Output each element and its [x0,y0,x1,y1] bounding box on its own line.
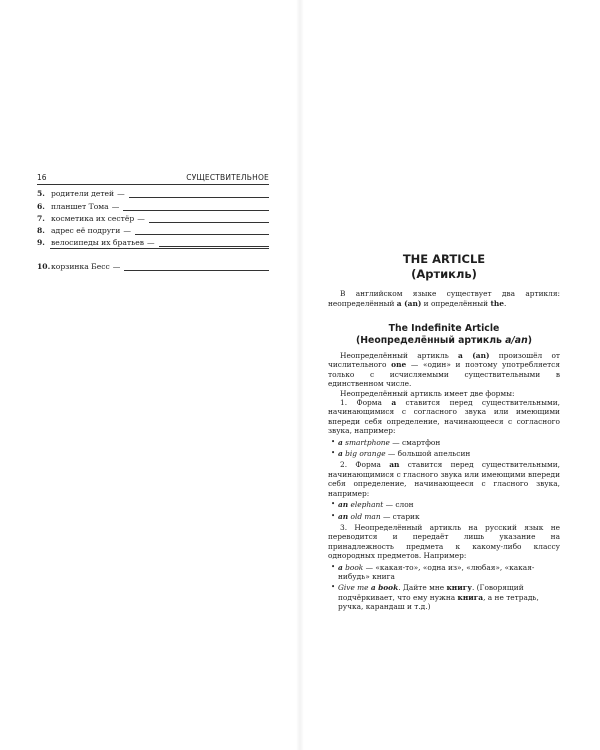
running-head [37,173,269,185]
italic-run: book [342,562,364,572]
exercise-item [37,211,269,223]
page-number: 16 [37,173,47,182]
article-body [328,351,560,614]
answer-line [159,239,269,247]
article-run: a [338,449,343,459]
body-paragraph: 3. Неопределённый артикль на русский язык не переводится и передаёт лишь указание на принадлежность предмета к какому-либо классу однородных предметов. Например: [328,522,560,561]
example-item [328,438,560,447]
exercise-number: 7. [37,213,45,223]
body-paragraph [328,398,560,436]
italic-run: a/an [505,335,528,346]
running-title: СУЩЕСТВИТЕЛЬНОЕ [186,173,269,182]
exercise-dash: — [137,213,145,223]
text-run: . Дайте мне [398,583,447,593]
exercise-phrase: косметика их сестёр [51,213,135,223]
bold-run: an [389,460,400,470]
bold-run: one [391,360,407,370]
italic-run: old man [348,511,381,521]
text-run: , а не тетрадь, ручка, карандаш и т.д.) [338,592,539,612]
italic-run: big orange [342,449,386,459]
exercise-dash: — [111,201,120,211]
answer-line [129,190,269,198]
bold-run: a [391,398,397,408]
bullet-icon: • [331,562,336,571]
section-heading [328,252,560,282]
translation-run: — смартфон [389,437,441,447]
bold-run: книга [457,592,484,602]
text-run: 1. Форма [340,398,392,408]
text-run: . [503,298,507,308]
subsection-heading-translation [328,335,560,347]
exercise-list [37,186,269,271]
exercise-item [37,235,269,247]
intro-paragraph [328,289,560,308]
text-run: Неопределённый артикль [340,351,458,360]
article-run: a [338,562,343,572]
exercise-number: 8. [37,226,45,236]
exercise-number: 6. [37,201,45,211]
body-paragraph [328,460,560,498]
bullet-icon: • [331,511,336,520]
exercise-item [37,186,269,198]
section-heading-translation: (Артикль) [411,267,477,281]
bullet-icon: • [331,583,336,592]
bold-run: книгу [446,583,472,593]
text-run: ставится перед существительными, начинающимися с гласного звука или имеющими впереди себя определение, начинающееся с гласного звука, например: [328,460,560,498]
exercise-phrase: родители детей [51,189,115,199]
exercise-dash: — [123,226,131,236]
exercise-phrase: планшет Тома [51,201,109,211]
body-paragraph [328,351,560,389]
example-item [328,583,560,611]
text-run: . (Говорящий подчёркивает, что ему нужна [338,583,524,602]
exercise-item [37,223,269,235]
exercise-phrase: корзинка Бесс [51,261,110,271]
text-run: — «один» и поэтому употребляется только с исчисляемыми существительными в единственном числе. [328,360,560,389]
translation-run: — слон [383,500,414,510]
exercise-number: 9. [37,238,45,248]
bold-run: the [490,298,504,308]
exercise-dash: — [117,189,125,199]
answer-line [124,263,269,271]
exercise-number: 10. [37,261,51,271]
section-heading-title: THE ARTICLE [402,252,486,266]
answer-line [135,227,269,235]
article-run: a [370,583,376,593]
article-run: a [338,437,343,447]
article-run: an [338,511,349,521]
answer-line [149,215,269,223]
exercise-phrase: адрес её подруги [51,226,121,236]
bullet-icon: • [331,437,336,446]
text-run: произошёл от числительного [328,351,560,370]
subsection-heading [328,323,560,347]
text-run: В английском языке существует два артикля: неопределённый [328,289,560,308]
text-run: ) [527,335,532,346]
text-run: 2. Форма [340,460,390,470]
answer-line [123,203,269,211]
italic-run: elephant [348,500,384,510]
answer-line-continuation [50,248,269,249]
bold-italic-run: book [378,583,399,593]
text-run: (Неопределённый артикль [356,335,506,346]
bullet-icon: • [331,500,336,509]
example-item [328,500,560,509]
body-paragraph: Неопределённый артикль имеет две формы: [340,388,515,398]
exercise-item [37,198,269,210]
exercise-phrase: велосипеды их братьев [51,238,144,248]
book-gutter [296,0,304,750]
italic-run: Give me [338,583,371,593]
text-run: ставится перед существительными, начинающимися с согласного звука или имеющими впереди себя определение, начинающееся с согласного звука, например: [328,398,560,436]
example-item [328,449,560,458]
article-run: an [338,500,349,510]
exercise-dash: — [147,238,155,248]
exercise-item [37,258,269,270]
translation-run: — «какая-то», «одна из», «любая», «какая-нибудь» книга [338,562,535,581]
example-item [328,512,560,521]
bold-run: a (an) [396,298,422,308]
bullet-icon: • [331,449,336,458]
bold-run: a (an) [458,351,490,360]
exercise-dash: — [112,261,121,271]
example-item [328,563,560,582]
subsection-heading-title: The Indefinite Article [388,323,500,334]
text-run: и определённый [421,298,491,308]
translation-run: — старик [380,511,420,521]
italic-run: smartphone [342,437,390,447]
exercise-number: 5. [37,189,45,199]
translation-run: — большой апельсин [385,449,471,459]
